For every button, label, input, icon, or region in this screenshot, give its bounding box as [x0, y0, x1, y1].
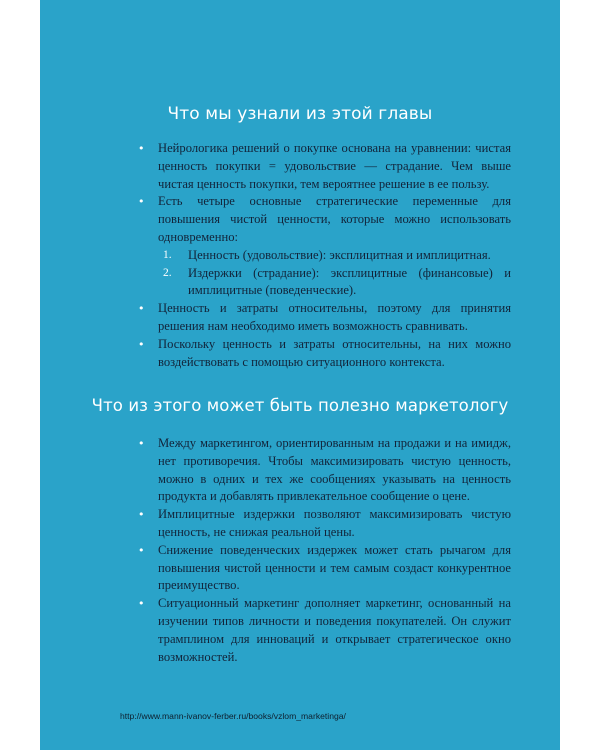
list-item: [138, 300, 511, 336]
list-item-text: Ценность и затраты относительны, поэтому для принятия решения нам необходимо иметь возможность сравнивать.: [158, 301, 511, 333]
numbered-item-text: Ценность (удовольствие): эксплицитная и имплицитная.: [188, 247, 491, 262]
list-item: [138, 595, 511, 666]
list-item-text: Нейрологика решений о покупке основана на уравнении: чистая ценность покупки = удовольствие — страдание. Чем выше чистая ценность покупки, тем вероятнее решение в ее пользу.: [158, 141, 511, 191]
bullet-icon: •: [138, 142, 145, 155]
item-number: 2.: [163, 266, 172, 279]
list-item-text: Поскольку ценность и затраты относительны, на них можно воздействовать с помощью ситуационного контекста.: [158, 336, 511, 369]
marketer-list: [138, 435, 511, 666]
numbered-sublist: [158, 247, 511, 300]
item-number: 1.: [163, 248, 172, 261]
list-item: [138, 542, 511, 595]
bullet-icon: •: [138, 195, 145, 209]
list-item: [138, 140, 511, 193]
list-item: [138, 435, 511, 506]
list-item: [138, 336, 511, 372]
bullet-icon: •: [138, 337, 145, 351]
footer-url: http://www.mann-ivanov-ferber.ru/books/vzlom_marketinga/: [120, 711, 346, 721]
numbered-item: [158, 265, 511, 301]
list-item-text: Ситуационный маркетинг дополняет маркетинг, основанный на изучении типов личности и поведения покупателей. Он служит трамплином для инноваций и открывает стратегическое окно возможностей.: [158, 596, 511, 664]
section-heading-learned: Что мы узнали из этой главы: [167, 104, 433, 124]
list-item-text: Есть четыре основные стратегические переменные для повышения чистой ценности, которые можно использовать одновременно:: [158, 194, 511, 244]
list-item: [138, 193, 511, 300]
list-item: [138, 506, 511, 542]
list-item-text: Имплицитные издержки позволяют максимизировать чистую ценность, не снижая реальной цены.: [158, 507, 511, 539]
page-background: [40, 0, 560, 750]
list-item-text: Между маркетингом, ориентированным на продажи и на имидж, нет противоречия. Чтобы максимизировать чистую ценность, можно в одних и тех же сообщениях указывать на ценность продукта и добавлять привлекательное сообщение о цене.: [158, 436, 511, 504]
bullet-icon: •: [138, 543, 145, 557]
list-item-text: Снижение поведенческих издержек может стать рычагом для повышения чистой ценности и тем самым создаст конкурентное преимущество.: [158, 542, 511, 593]
bullet-icon: •: [138, 508, 145, 522]
learned-list: [138, 140, 511, 371]
bullet-icon: •: [138, 302, 145, 316]
bullet-icon: •: [138, 597, 145, 611]
section-heading-marketer: Что из этого может быть полезно маркетологу: [91, 396, 509, 415]
bullet-icon: •: [138, 437, 145, 450]
numbered-item: [158, 247, 511, 265]
numbered-item-text: Издержки (страдание): эксплицитные (финансовые) и имплицитные (поведенческие).: [188, 265, 511, 298]
